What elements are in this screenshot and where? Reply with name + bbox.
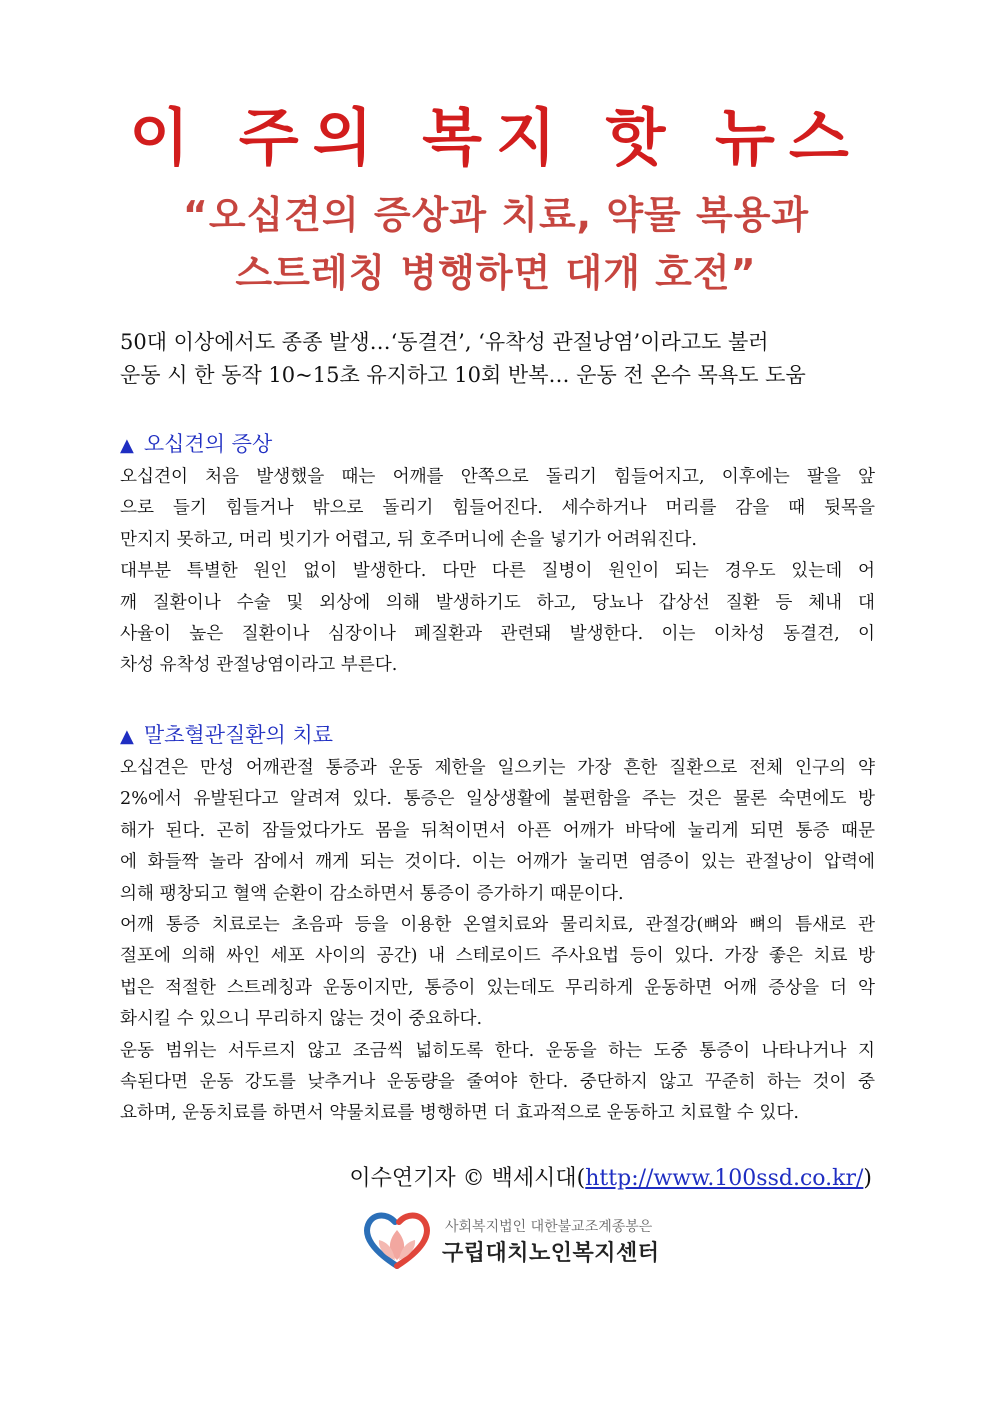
byline	[0, 1161, 872, 1192]
triangle-icon: ▲	[120, 726, 134, 747]
paragraph-line: 의해 팽창되고 혈액 순환이 감소하면서 통증이 증가하기 때문이다.	[120, 883, 624, 904]
summary	[120, 326, 880, 392]
paragraph-line: 어깨 통증 치료로는 초음파 등을 이용한 온열치료와 물리치료, 관절강(뼈와 뼈의 틈새로 관	[120, 915, 875, 936]
section-symptoms	[120, 428, 875, 682]
summary-line-1: 50대 이상에서도 종종 발생…‘동결견’, ‘유착성 관절낭염’이라고도 불러	[120, 330, 769, 354]
summary-line-2: 운동 시 한 동작 10~15초 유지하고 10회 반복… 운동 전 온수 목욕도 도움	[120, 363, 806, 387]
headline	[0, 186, 992, 302]
logo-name: 구립대치노인복지센터	[442, 1241, 660, 1266]
paragraph-line: 대부분 특별한 원인 없이 발생한다. 다만 다른 질병이 원인이 되는 경우도 있는데 어	[120, 561, 875, 582]
section-heading-text: 오십견의 증상	[143, 432, 273, 456]
byline-author: 이수연기자 © 백세시대(	[349, 1166, 586, 1191]
triangle-icon: ▲	[120, 435, 134, 456]
section-heading-text: 말초혈관질환의 치료	[143, 723, 334, 747]
paragraph-line: 에 화들짝 놀라 잠에서 깨게 되는 것이다. 이는 어깨가 눌리면 염증이 있는 관절낭이 압력에	[120, 852, 875, 873]
page-title: 이 주의 복지 핫 뉴스	[129, 101, 863, 174]
paragraph-line: 오십견이 처음 발생했을 때는 어깨를 안쪽으로 돌리기 힘들어지고, 이후에는 팔을 앞	[120, 467, 875, 487]
paragraph-line: 깨 질환이나 수술 및 외상에 의해 발생하기도 하고, 당뇨나 갑상선 질환 등 체내 대	[120, 592, 875, 613]
section-heading	[120, 719, 875, 753]
paragraph-line: 2%에서 유발된다고 알려져 있다. 통증은 일상생활에 불편함을 주는 것은 물론 숙면에도 방	[120, 789, 875, 810]
section-heading	[120, 428, 875, 462]
paragraph-line: 화시킬 수 있으니 무리하지 않는 것이 중요하다.	[120, 1009, 483, 1030]
paragraph-line: 사율이 높은 질환이나 심장이나 폐질환과 관련돼 발생한다. 이는 이차성 동결견, 이	[120, 624, 875, 645]
paragraph-line: 절포에 의해 싸인 세포 사이의 공간) 내 스테로이드 주사요법 등이 있다. 가장 좋은 치료 방	[120, 946, 875, 967]
paragraph-line: 으로 들기 힘들거나 밖으로 돌리기 힘들어진다. 세수하거나 머리를 감을 때 뒷목을	[120, 498, 875, 519]
paragraph-line: 운동 범위는 서두르지 않고 조금씩 넓히도록 한다. 운동을 하는 도중 통증이 나타나거나 지	[120, 1040, 875, 1061]
section-body	[120, 753, 875, 1130]
paragraph-line: 차성 유착성 관절낭염이라고 부른다.	[120, 655, 398, 676]
paragraph-line: 해가 된다. 곤히 잠들었다가도 몸을 뒤척이면서 아픈 어깨가 바닥에 눌리게 되면 통증 때문	[120, 820, 875, 841]
source-link[interactable]: http://www.100ssd.co.kr/	[585, 1166, 864, 1191]
section-treatment	[120, 719, 875, 1130]
paragraph-line: 요하며, 운동치료를 하면서 약물치료를 병행하면 더 효과적으로 운동하고 치료할 수 있다.	[120, 1103, 799, 1124]
paragraph-line: 속된다면 운동 강도를 낮추거나 운동량을 줄여야 한다. 중단하지 않고 꾸준히 하는 것이 중	[120, 1072, 875, 1093]
section-body	[120, 462, 875, 682]
logo-subtext: 사회복지법인 대한불교조계종봉은	[445, 1219, 653, 1235]
paragraph-line: 법은 적절한 스트레칭과 운동이지만, 통증이 있는데도 무리하게 운동하면 어깨 증상을 더 악	[120, 977, 875, 998]
paragraph-line: 오십견은 만성 어깨관절 통증과 운동 제한을 일으키는 가장 흔한 질환으로 전체 인구의 약	[120, 758, 875, 778]
byline-close: )	[863, 1166, 872, 1191]
headline-line-2: 스트레칭 병행하면 대개 호전”	[235, 251, 757, 295]
paragraph-line: 만지지 못하고, 머리 빗기가 어렵고, 뒤 호주머니에 손을 넣기가 어려워진다.	[120, 529, 697, 550]
center-logo	[362, 1208, 662, 1272]
headline-line-1: “오십견의 증상과 치료, 약물 복용과	[182, 193, 810, 237]
lotus-heart-icon	[362, 1208, 432, 1272]
